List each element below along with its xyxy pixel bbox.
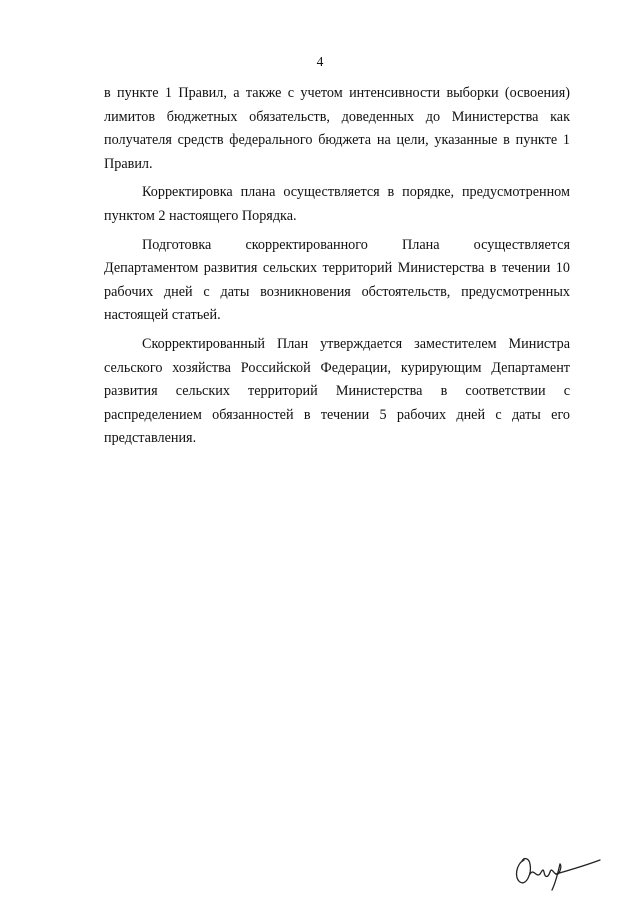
document-body bbox=[104, 82, 570, 456]
page-number: 4 bbox=[316, 54, 324, 69]
paragraph-2: Корректировка плана осуществляется в порядке, предусмотренном пунктом 2 настоящего Порядка. bbox=[104, 184, 570, 224]
paragraph-3: Подготовка скорректированного Плана осуществляется Департаментом развития сельских территорий Министерства в течении 10 рабочих дней с даты возникновения обстоятельств, предусмотренных настоящей статьей. bbox=[104, 236, 570, 324]
handwritten-signature-icon bbox=[510, 848, 606, 892]
paragraph-4: Скорректированный План утверждается заместителем Министра сельского хозяйства Российской Федерации, курирующим Департамент развития сельских территорий Министерства в соответствии с распределением обязанностей в течении 5 рабочих дней с даты его представления. bbox=[104, 335, 570, 447]
paragraph-1: в пункте 1 Правил, а также с учетом интенсивности выборки (освоения) лимитов бюджетных обязательств, доведенных до Министерства как получателя средств федерального бюджета на цели, указанные в пункте 1 Правил. bbox=[104, 85, 570, 172]
